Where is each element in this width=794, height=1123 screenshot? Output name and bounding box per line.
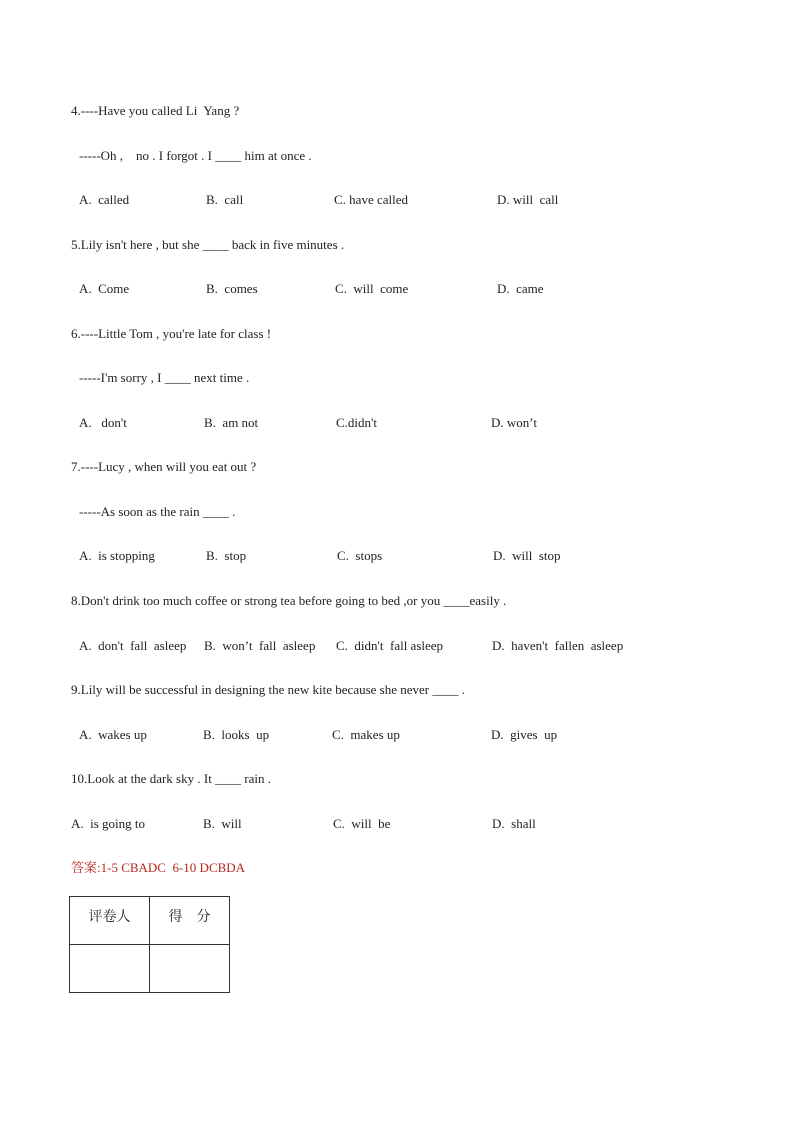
question-4-option-c: C. have called (334, 192, 408, 207)
question-7-option-c: C. stops (337, 548, 383, 563)
question-5-option-c: C. will come (335, 281, 409, 296)
question-7-reply: -----As soon as the rain ____ . (79, 504, 236, 519)
question-10-option-c: C. will be (333, 816, 391, 831)
question-10-option-a: A. is going to (71, 816, 146, 831)
question-8-option-d: D. haven't fallen asleep (492, 638, 624, 653)
question-7-option-b: B. stop (206, 548, 247, 563)
question-10-option-b: B. will (203, 816, 242, 831)
grader-entry-cell[interactable] (70, 945, 150, 993)
grader-header-cell (70, 897, 150, 945)
question-10-stem: 10.Look at the dark sky . It ____ rain . (71, 771, 272, 786)
question-9-option-d: D. gives up (491, 727, 558, 742)
question-6-option-c: C.didn't (336, 415, 377, 430)
question-5-option-a: A. Come (79, 281, 130, 296)
question-7-option-d: D. will stop (493, 548, 561, 563)
question-6-stem: 6.----Little Tom , you're late for class ! (71, 326, 272, 341)
question-8-option-c: C. didn't fall asleep (336, 638, 444, 653)
question-8-option-a: A. don't fall asleep (79, 638, 187, 653)
question-9-option-c: C. makes up (332, 727, 400, 742)
question-4-option-a: A. called (79, 192, 130, 207)
score-table (69, 896, 230, 993)
score-table-entry-row (70, 945, 230, 993)
question-6-reply: -----I'm sorry , I ____ next time . (79, 370, 250, 385)
question-9-option-b: B. looks up (203, 727, 270, 742)
question-4-stem: 4.----Have you called Li Yang ? (71, 103, 240, 118)
score-entry-cell[interactable] (150, 945, 230, 993)
question-9-option-a: A. wakes up (79, 727, 147, 742)
question-5-stem: 5.Lily isn't here , but she ____ back in five minutes . (71, 237, 345, 252)
question-4-option-d: D. will call (497, 192, 559, 207)
question-7-stem: 7.----Lucy , when will you eat out ? (71, 459, 257, 474)
question-8-option-b: B. won’t fall asleep (204, 638, 316, 653)
question-8-stem: 8.Don't drink too much coffee or strong tea before going to bed ,or you ____easily . (71, 593, 507, 608)
question-10-option-d: D. shall (492, 816, 536, 831)
score-label: 得 分 (168, 910, 211, 925)
question-7-option-a: A. is stopping (79, 548, 155, 563)
question-6-option-d: D. won’t (491, 415, 537, 430)
question-6-option-b: B. am not (204, 415, 259, 430)
score-table-header-row (70, 897, 230, 945)
answer-key: 答案:1-5 CBADC 6-10 DCBDA (71, 860, 246, 875)
grader-label: 评卷人 (88, 910, 131, 925)
question-9-stem: 9.Lily will be successful in designing the new kite because she never ____ . (71, 682, 465, 697)
question-5-option-d: D. came (497, 281, 544, 296)
question-5-option-b: B. comes (206, 281, 258, 296)
question-4-reply: -----Oh , no . I forgot . I ____ him at once . (79, 148, 312, 163)
question-4-option-b: B. call (206, 192, 244, 207)
question-6-option-a: A. don't (79, 415, 127, 430)
score-header-cell (150, 897, 230, 945)
